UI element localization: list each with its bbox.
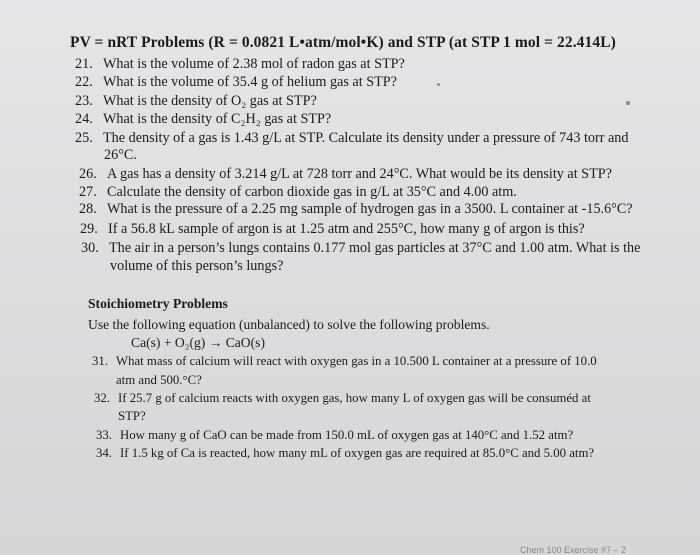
problem-text: What mass of calcium will react with oxygen gas in a 10.500 L container at a pressure of 10.0: [116, 354, 597, 368]
problem-number: 21.: [75, 56, 93, 72]
problem-number: 30.: [81, 240, 99, 256]
problem-text: What is the volume of 35.4 g of helium gas at STP?: [103, 74, 397, 90]
problem-text: The density of a gas is 1.43 g/L at STP. Calculate its density under a pressure of 743 torr and: [103, 130, 629, 146]
chemical-equation: Ca(s) + O₂(g) → CaO(s): [131, 335, 265, 350]
problem-28: [79, 201, 633, 218]
problem-34: [96, 446, 594, 461]
problem-text: If 1.5 kg of Ca is reacted, how many mL of oxygen gas are required at 85.0°C and 5.00 atm?: [120, 446, 595, 460]
paper-speck: [626, 101, 630, 105]
problem-number: 33.: [96, 428, 112, 442]
problem-23: [75, 93, 317, 110]
problem-number: 25.: [75, 130, 93, 146]
problem-number: 22.: [75, 74, 93, 90]
problem-number: 32.: [94, 391, 110, 405]
problem-32: [94, 391, 591, 406]
problem-text: What is the density of C₂H₂ gas at STP?: [103, 111, 332, 127]
problem-number: 26.: [79, 166, 97, 182]
problem-24: [75, 111, 331, 128]
problem-27: [79, 184, 517, 201]
problem-32-continuation: STP?: [118, 409, 146, 423]
page-footer: Chem 100 Exercise #7 – 2: [520, 545, 627, 555]
problem-22: [75, 74, 397, 91]
problem-31-continuation: atm and 500.°C?: [116, 373, 202, 387]
problem-number: 23.: [75, 93, 93, 109]
problem-33: [96, 428, 573, 443]
problem-number: 29.: [80, 221, 98, 237]
problem-text: What is the pressure of a 2.25 mg sample of hydrogen gas in a 3500. L container at -15.6°C?: [107, 201, 633, 217]
problem-text: If a 56.8 kL sample of argon is at 1.25 atm and 255°C, how many g of argon is this?: [108, 221, 585, 237]
worksheet-header: PV = nRT Problems (R = 0.0821 L•atm/mol•K) and STP (at STP 1 mol = 22.414L): [70, 34, 616, 51]
problem-30: [81, 240, 640, 257]
stoichiometry-title: Stoichiometry Problems: [88, 296, 228, 311]
problem-text: If 25.7 g of calcium reacts with oxygen gas, how many L of oxygen gas will be consuméd at: [118, 391, 591, 405]
problem-text: How many g of CaO can be made from 150.0 mL of oxygen gas at 140°C and 1.52 atm?: [120, 428, 574, 442]
problem-21: [75, 56, 405, 73]
problem-number: 28.: [79, 201, 97, 217]
paper-speck: [437, 83, 440, 86]
problem-30-continuation: volume of this person’s lungs?: [110, 258, 284, 274]
problem-text: A gas has a density of 3.214 g/L at 728 torr and 24°C. What would be its density at STP?: [107, 166, 612, 182]
problem-31: [92, 354, 597, 369]
stoichiometry-instruction: Use the following equation (unbalanced) to solve the following problems.: [88, 317, 490, 332]
problem-number: 27.: [79, 184, 97, 200]
problem-number: 31.: [92, 354, 108, 368]
problem-25-continuation: 26°C.: [104, 147, 137, 163]
problem-text: Calculate the density of carbon dioxide gas in g/L at 35°C and 4.00 atm.: [107, 184, 517, 200]
problem-text: What is the density of O₂ gas at STP?: [103, 93, 317, 109]
problem-26: [79, 166, 612, 183]
problem-29: [80, 221, 585, 238]
problem-number: 34.: [96, 446, 112, 460]
problem-text: The air in a person’s lungs contains 0.177 mol gas particles at 37°C and 1.00 atm. What is the: [109, 240, 641, 256]
problem-text: What is the volume of 2.38 mol of radon gas at STP?: [103, 56, 405, 72]
problem-25: [75, 130, 628, 147]
problem-number: 24.: [75, 111, 93, 127]
